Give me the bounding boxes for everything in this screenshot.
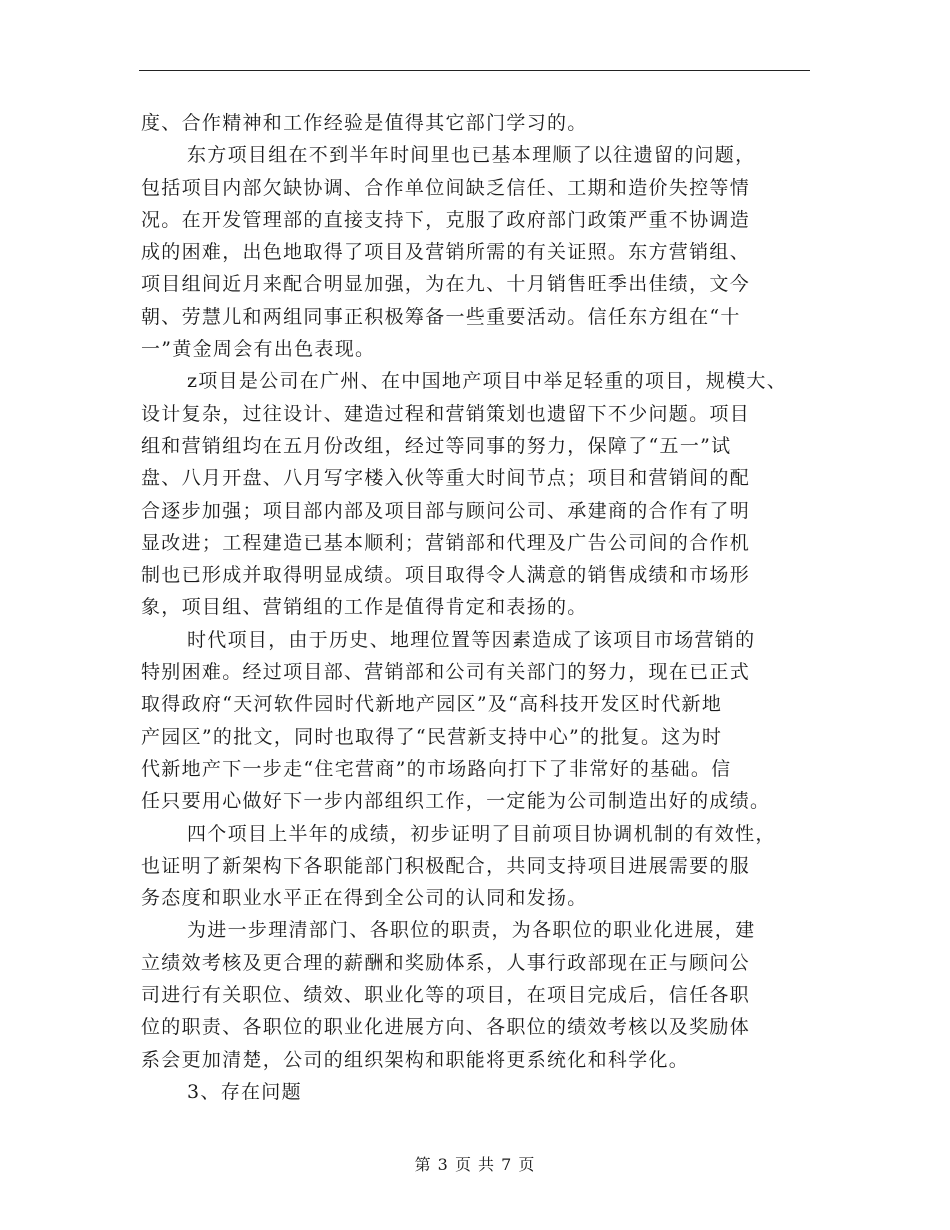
text-line: 特别困难。经过项目部、营销部和公司有关部门的努力，现在已正式 — [141, 661, 751, 684]
text-line: 系会更加清楚，公司的组织架构和职能将更系统化和科学化。 — [141, 1048, 690, 1071]
page-footer: 第 3 页 共 7 页 — [414, 1155, 536, 1174]
text-line: 制也已形成并取得明显成绩。项目取得令人满意的销售成绩和市场形 — [141, 564, 751, 587]
text-line: 合逐步加强；项目部内部及项目部与顾问公司、承建商的合作有了明 — [141, 499, 751, 522]
document-body — [141, 107, 841, 1108]
text-line: 司进行有关职位、绩效、职业化等的项目，在项目完成后，信任各职 — [141, 984, 751, 1007]
text-line: 东方项目组在不到半年时间里也已基本理顺了以往遗留的问题， — [187, 144, 756, 167]
text-line: 成的困难，出色地取得了项目及营销所需的有关证照。东方营销组、 — [141, 241, 751, 264]
text-line: 一”黄金周会有出色表现。 — [141, 338, 376, 361]
text-line: 象，项目组、营销组的工作是值得肯定和表扬的。 — [141, 596, 588, 619]
header-rule — [139, 70, 810, 71]
text-line: 组和营销组均在五月份改组，经过等同事的努力，保障了“五一”试 — [141, 434, 732, 457]
text-line: 时代项目，由于历史、地理位置等因素造成了该项目市场营销的 — [187, 628, 756, 651]
text-line: 务态度和职业水平正在得到全公司的认同和发扬。 — [141, 887, 588, 910]
text-line: 取得政府“天河软件园时代新地产园区”及“高科技开发区时代新地 — [141, 693, 723, 716]
text-line: 度、合作精神和工作经验是值得其它部门学习的。 — [141, 112, 588, 134]
text-line: 包括项目内部欠缺协调、合作单位间缺乏信任、工期和造价失控等情 — [141, 176, 751, 199]
text-line: 产园区”的批文，同时也取得了“民营新支持中心”的批复。这为时 — [141, 725, 723, 748]
text-line: 为进一步理清部门、各职位的职责，为各职位的职业化进展，建 — [187, 919, 756, 942]
text-line: 项目组间近月来配合明显加强，为在九、十月销售旺季出佳绩，文今 — [141, 273, 751, 296]
text-line: 位的职责、各职位的职业化进展方向、各职位的绩效考核以及奖励体 — [141, 1016, 751, 1039]
text-line: 也证明了新架构下各职能部门积极配合，共同支持项目进展需要的服 — [141, 854, 751, 877]
text-line: 况。在开发管理部的直接支持下，克服了政府部门政策严重不协调造 — [141, 208, 751, 231]
text-line: 四个项目上半年的成绩，初步证明了目前项目协调机制的有效性， — [187, 822, 776, 845]
text-line: 盘、八月开盘、八月写字楼入伙等重大时间节点；项目和营销间的配 — [141, 467, 751, 490]
text-line: 代新地产下一步走“住宅营商”的市场路向打下了非常好的基础。信 — [141, 757, 732, 780]
text-line: z项目是公司在广州、在中国地产项目中举足轻重的项目，规模大、 — [187, 370, 788, 393]
text-line: 显改进；工程建造已基本顺利；营销部和代理及广告公司间的合作机 — [141, 531, 751, 554]
text-line: 朝、劳慧儿和两组同事正积极筹备一些重要活动。信任东方组在“十 — [141, 305, 741, 328]
text-line: 任只要用心做好下一步内部组织工作，一定能为公司制造出好的成绩。 — [141, 790, 771, 813]
text-line: 立绩效考核及更合理的薪酬和奖励体系，人事行政部现在正与顾问公 — [141, 951, 751, 974]
text-line: 设计复杂，过往设计、建造过程和营销策划也遗留下不少问题。项目 — [141, 402, 751, 425]
text-line: 3、存在问题 — [187, 1080, 302, 1103]
